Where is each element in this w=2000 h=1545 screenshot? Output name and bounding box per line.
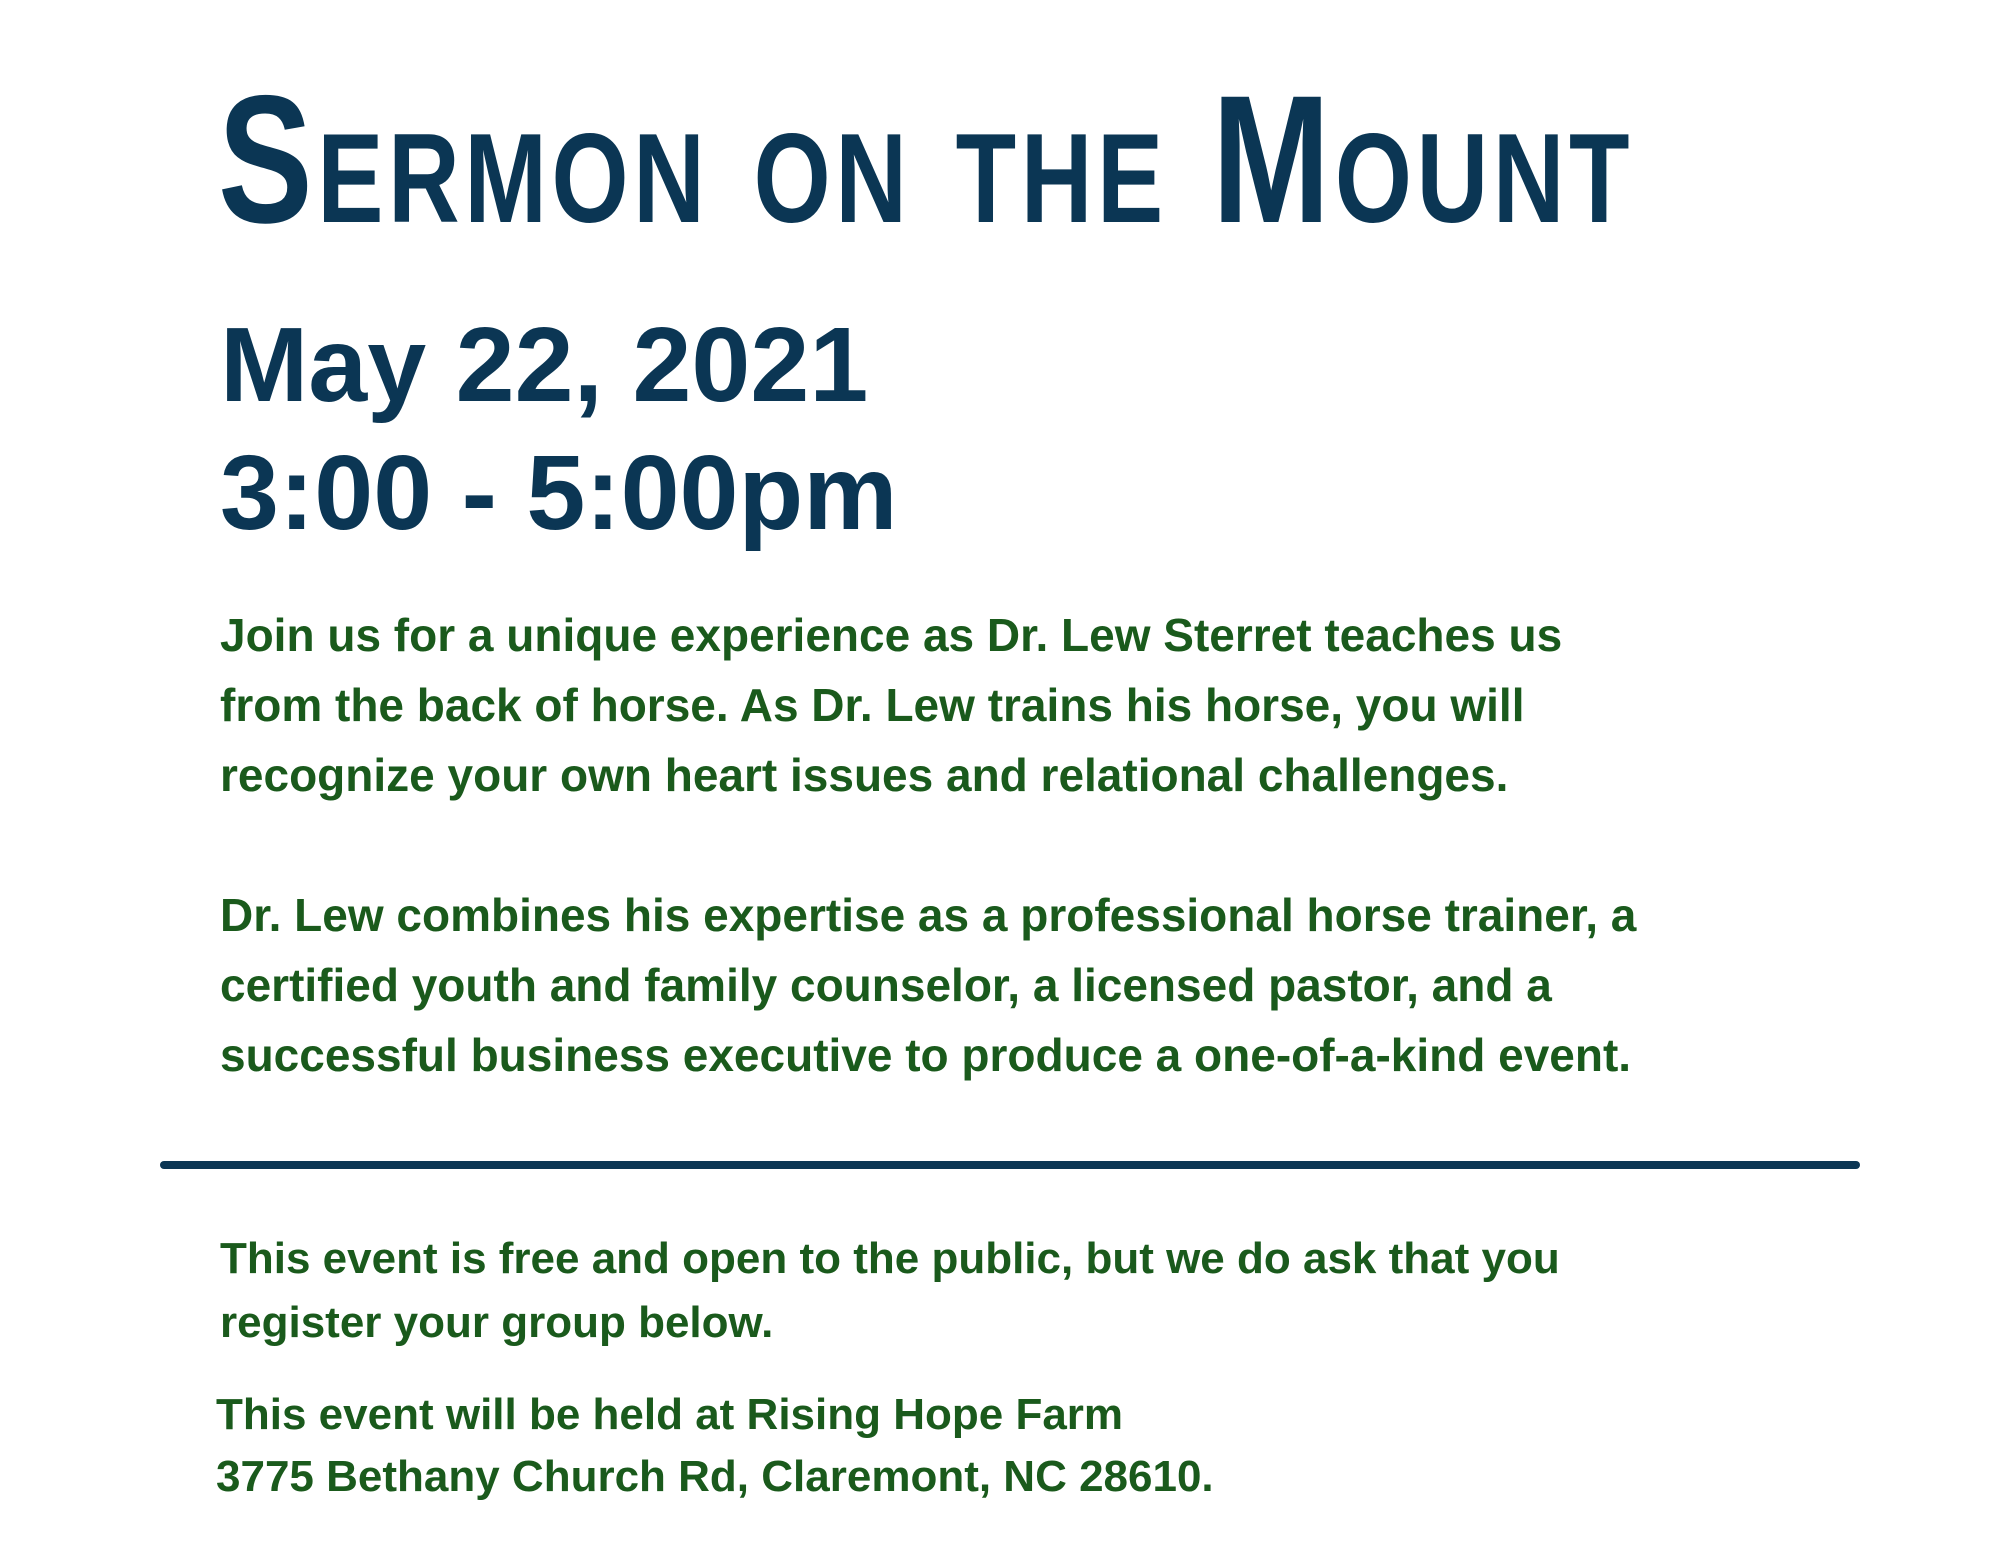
description-line: Join us for a unique experience as Dr. Lew Sterret teaches us xyxy=(220,609,1563,661)
location-address: 3775 Bethany Church Rd, Claremont, NC 28610. xyxy=(216,1452,1214,1501)
event-time: 3:00 - 5:00pm xyxy=(220,434,898,552)
description-paragraph-1 xyxy=(220,600,1880,810)
description-line: recognize your own heart issues and relational challenges. xyxy=(220,749,1509,801)
description-line: from the back of horse. As Dr. Lew trains his horse, you will xyxy=(220,679,1525,731)
description-line: successful business executive to produce a one-of-a-kind event. xyxy=(220,1029,1632,1081)
description-paragraph-2 xyxy=(220,880,1880,1090)
location-venue: This event will be held at Rising Hope Farm xyxy=(216,1390,1124,1439)
registration-note xyxy=(220,1227,1820,1355)
registration-line: This event is free and open to the public, but we do ask that you xyxy=(220,1234,1560,1283)
section-divider xyxy=(160,1161,1860,1169)
description-line: certified youth and family counselor, a licensed pastor, and a xyxy=(220,959,1552,1011)
event-date: May 22, 2021 xyxy=(220,306,869,424)
event-location xyxy=(216,1384,1816,1508)
event-title: Sermon on the Mount xyxy=(218,57,1635,261)
registration-line: register your group below. xyxy=(220,1298,774,1347)
description-line: Dr. Lew combines his expertise as a professional horse trainer, a xyxy=(220,889,1637,941)
